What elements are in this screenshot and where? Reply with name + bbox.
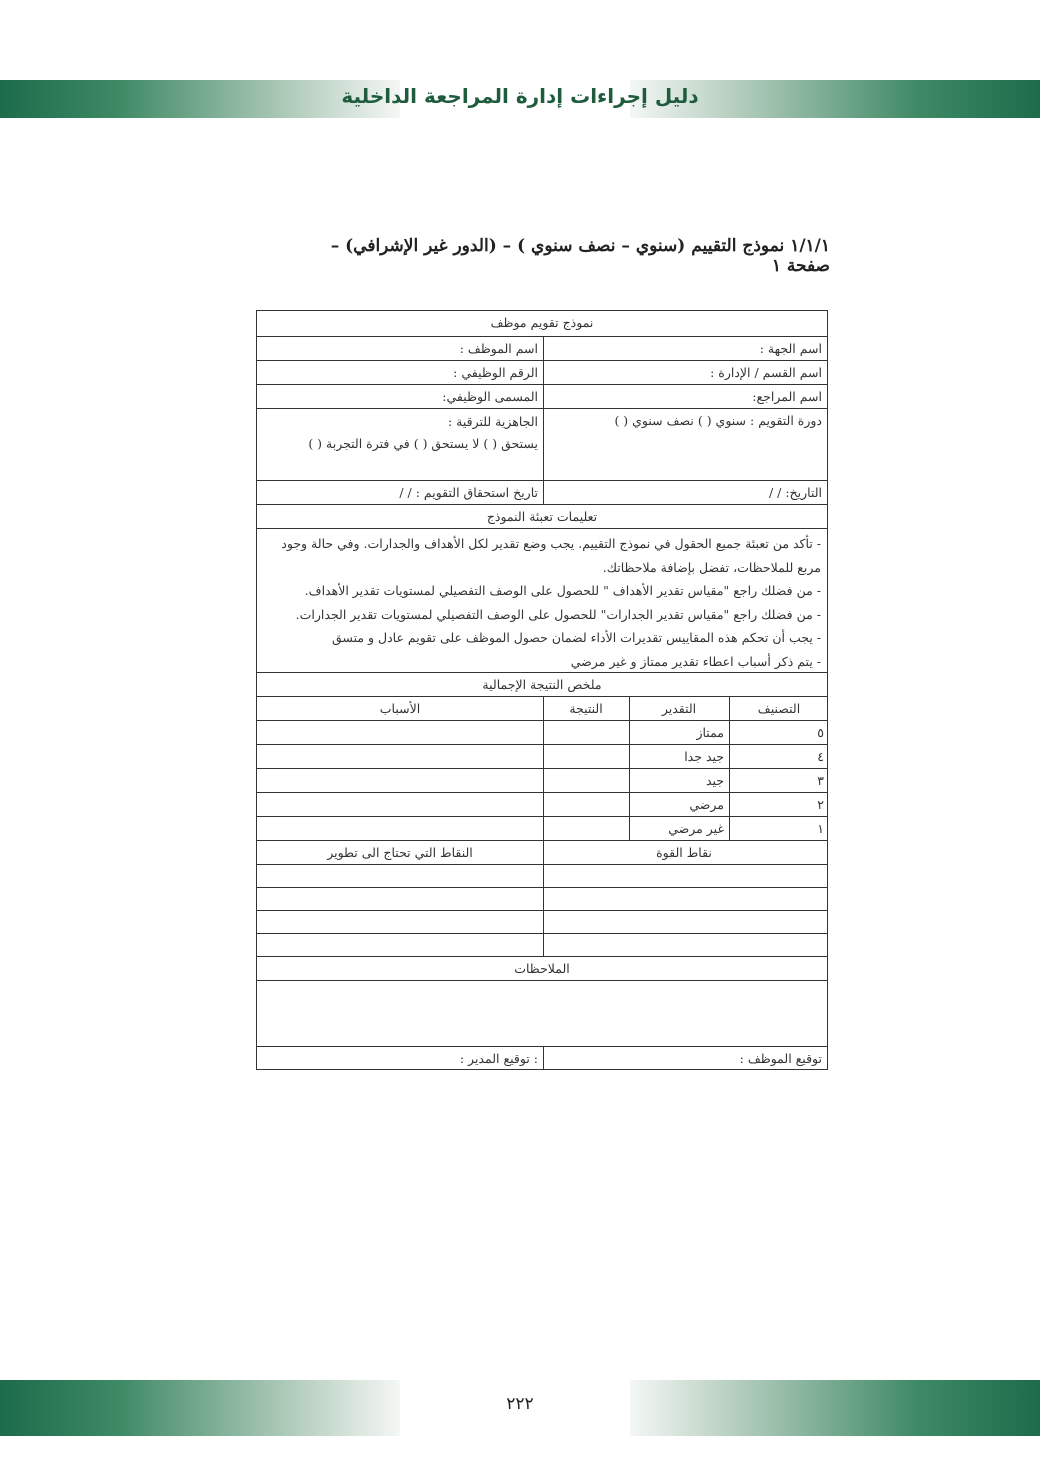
notes-area[interactable] xyxy=(257,981,827,1046)
employee-name-field[interactable]: اسم الموظف : xyxy=(459,341,538,356)
instruction-line: - من فضلك راجع "مقياس تقدير الجدارات" للحصول على الوصف التفصيلي لمستويات تقدير الجدارات. xyxy=(295,606,821,622)
summary-header-row xyxy=(256,696,828,720)
strengths-header-row xyxy=(256,840,828,864)
summary-title-row xyxy=(256,672,828,696)
reasons-cell[interactable] xyxy=(257,721,543,744)
rating-cell: مرضي xyxy=(689,797,724,812)
reasons-cell[interactable] xyxy=(257,793,543,816)
form-title: نموذج تقويم موظف xyxy=(490,315,594,330)
promotion-label: الجاهزية للترقية : xyxy=(447,414,538,429)
job-title-field[interactable]: المسمى الوظيفي: xyxy=(442,389,538,404)
instructions-title: تعليمات تعبئة النموذج xyxy=(486,509,598,524)
summary-row xyxy=(256,816,828,840)
notes-header: الملاحظات xyxy=(514,961,570,976)
classification-cell: ٤ xyxy=(817,749,824,764)
rating-cell: جيد جدا xyxy=(684,749,724,764)
section-heading: ١/١/١ نموذج التقييم (سنوي – نصف سنوي ) – (الدور غير الإشرافي) – صفحة ١ xyxy=(330,236,830,276)
manager-signature-field[interactable]: : توقيع المدير : xyxy=(459,1051,538,1066)
instruction-line: مربع للملاحظات، تفضل بإضافة ملاحظاتك. xyxy=(602,559,821,575)
due-date-field[interactable]: تاريخ استحقاق التقويم : / / xyxy=(399,485,538,500)
evaluation-form xyxy=(256,310,830,1070)
classification-cell: ٢ xyxy=(817,797,824,812)
entity-field[interactable]: اسم الجهة : xyxy=(759,341,822,356)
instruction-line: - يتم ذكر أسباب اعطاء تقدير ممتاز و غير مرضي xyxy=(570,653,821,669)
instruction-line: - يجب أن تحكم هذه المقاييس تقديرات الأداء لضمان حصول الموظف على تقويم عادل و متسق xyxy=(332,630,821,645)
development-header: النقاط التي تحتاج الى تطوير xyxy=(327,845,473,860)
strength-cell[interactable] xyxy=(541,888,827,910)
form-row xyxy=(256,480,828,504)
result-cell[interactable] xyxy=(543,721,629,744)
reasons-cell[interactable] xyxy=(257,769,543,792)
evaluation-cycle-field[interactable]: دورة التقويم : سنوي ( ) نصف سنوي ( ) xyxy=(614,413,822,428)
summary-row xyxy=(256,720,828,744)
form-row xyxy=(256,408,828,480)
reasons-header: الأسباب xyxy=(379,701,421,716)
result-cell[interactable] xyxy=(543,745,629,768)
strengths-row xyxy=(256,933,828,956)
classification-header: التصنيف xyxy=(757,701,801,716)
summary-row xyxy=(256,768,828,792)
reasons-cell[interactable] xyxy=(257,817,543,840)
instruction-line: - من فضلك راجع "مقياس تقدير الأهداف " للحصول على الوصف التفصيلي لمستويات تقدير الأهداف. xyxy=(304,583,821,598)
rating-cell: غير مرضي xyxy=(668,821,724,836)
strengths-header: نقاط القوة xyxy=(656,845,712,860)
date-field[interactable]: التاريخ: / / xyxy=(768,485,822,500)
strengths-row xyxy=(256,864,828,887)
department-field[interactable]: اسم القسم / الإدارة : xyxy=(710,365,822,380)
job-number-field[interactable]: الرقم الوظيفي : xyxy=(453,365,538,380)
strength-cell[interactable] xyxy=(541,865,827,887)
result-cell[interactable] xyxy=(543,817,629,840)
instruction-line: - تأكد من تعبئة جميع الحقول في نموذج التقييم. يجب وضع تقدير لكل الأهداف والجدارات. وفي حالة وجود xyxy=(281,536,821,551)
development-cell[interactable] xyxy=(257,865,543,887)
strength-cell[interactable] xyxy=(541,934,827,956)
document-title: دليل إجراءات إدارة المراجعة الداخلية xyxy=(341,84,699,108)
reviewer-field[interactable]: اسم المراجع: xyxy=(752,389,822,404)
notes-row xyxy=(256,980,828,1046)
classification-cell: ٣ xyxy=(817,773,824,788)
development-cell[interactable] xyxy=(257,911,543,933)
classification-cell: ٥ xyxy=(817,725,824,740)
notes-header-row xyxy=(256,956,828,980)
rating-cell: ممتاز xyxy=(696,725,724,740)
instructions-title-row xyxy=(256,504,828,528)
classification-cell: ١ xyxy=(817,821,824,836)
summary-title: ملخص النتيجة الإجمالية xyxy=(482,677,602,692)
development-cell[interactable] xyxy=(257,888,543,910)
employee-signature-field[interactable]: توقيع الموظف : xyxy=(739,1051,822,1066)
form-row xyxy=(256,384,828,408)
form-title-row xyxy=(256,310,828,336)
instructions-body xyxy=(257,529,827,672)
form-row xyxy=(256,360,828,384)
development-cell[interactable] xyxy=(257,934,543,956)
promotion-options: يستحق ( ) لا يستحق ( ) في فترة التجربة ( ) xyxy=(308,436,538,451)
result-cell[interactable] xyxy=(543,769,629,792)
strengths-row xyxy=(256,887,828,910)
strengths-row xyxy=(256,910,828,933)
instructions-row xyxy=(256,528,828,672)
summary-row xyxy=(256,744,828,768)
summary-row xyxy=(256,792,828,816)
promotion-readiness-field[interactable] xyxy=(257,409,543,480)
signature-row xyxy=(256,1046,828,1070)
rating-header: التقدير xyxy=(661,701,697,716)
result-header: النتيجة xyxy=(569,701,603,716)
form-row xyxy=(256,336,828,360)
reasons-cell[interactable] xyxy=(257,745,543,768)
strength-cell[interactable] xyxy=(541,911,827,933)
result-cell[interactable] xyxy=(543,793,629,816)
rating-cell: جيد xyxy=(705,773,724,788)
page-number: ٢٢٢ xyxy=(506,1394,534,1414)
